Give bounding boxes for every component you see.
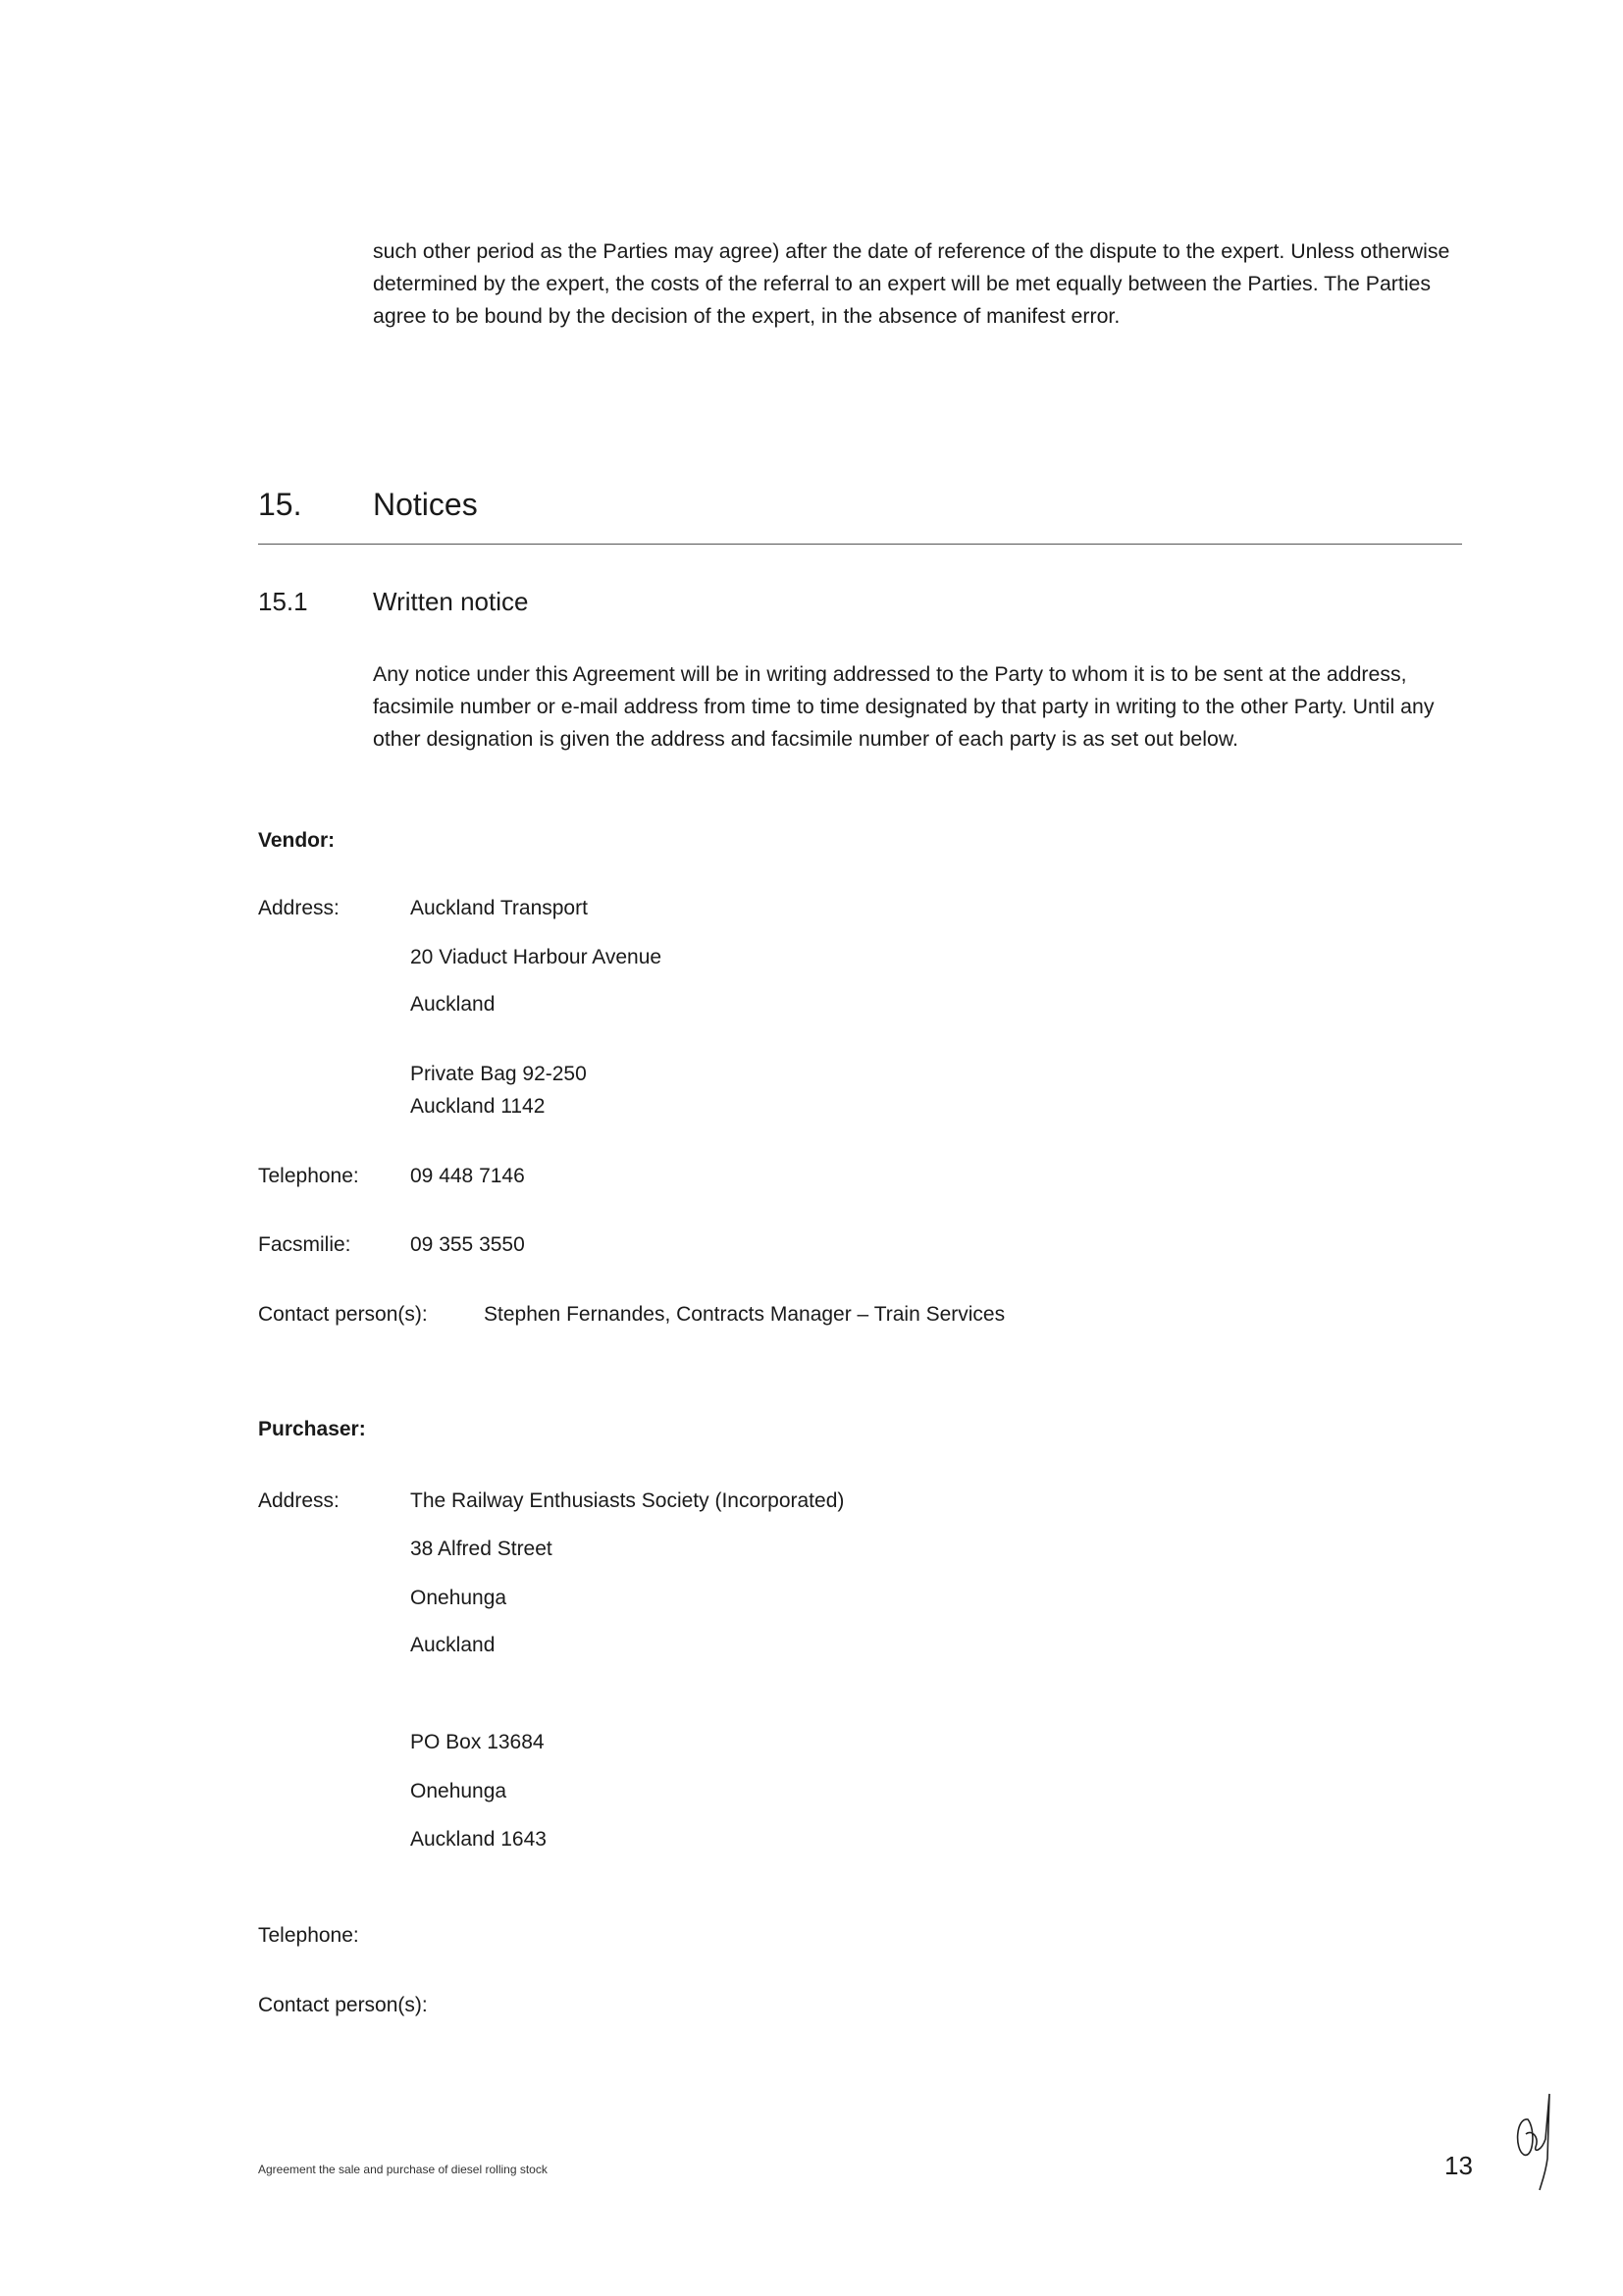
vendor-address-line: Private Bag 92-250 bbox=[410, 1063, 587, 1085]
footer-title: Agreement the sale and purchase of diesel rolling stock bbox=[258, 2163, 548, 2176]
vendor-telephone: 09 448 7146 bbox=[410, 1165, 525, 1187]
vendor-contact-label: Contact person(s): bbox=[258, 1303, 428, 1326]
purchaser-heading: Purchaser: bbox=[258, 1418, 366, 1440]
vendor-address-line: 20 Viaduct Harbour Avenue bbox=[410, 946, 662, 968]
section-title: Notices bbox=[373, 487, 478, 522]
purchaser-address-label: Address: bbox=[258, 1489, 340, 1512]
purchaser-address-line: PO Box 13684 bbox=[410, 1731, 545, 1753]
vendor-address-line: Auckland bbox=[410, 993, 496, 1016]
subsection-title: Written notice bbox=[373, 587, 529, 616]
purchaser-address-line: 38 Alfred Street bbox=[410, 1538, 552, 1560]
purchaser-address-line: Onehunga bbox=[410, 1780, 507, 1802]
vendor-telephone-label: Telephone: bbox=[258, 1165, 359, 1187]
purchaser-address-line: Auckland bbox=[410, 1634, 496, 1656]
notice-paragraph: Any notice under this Agreement will be in writing addressed to the Party to whom it is to be sent at the address, facsimile number or e-mail address from time to time designated by that party in writing to the other Party. Until any other designation is given the address and facsimile number of each party is as set out below. bbox=[373, 662, 1435, 751]
vendor-heading: Vendor: bbox=[258, 829, 336, 852]
continuation-paragraph: such other period as the Parties may agree) after the date of reference of the dispute to the expert. Unless otherwise determined by the expert, the costs of the referral to an expert will be met equally between the Parties. The Parties agree to be bound by the decision of the expert, in the absence of manifest error. bbox=[373, 239, 1450, 328]
vendor-address-label: Address: bbox=[258, 897, 340, 919]
vendor-address-line: Auckland Transport bbox=[410, 897, 588, 919]
vendor-fax-label: Facsmilie: bbox=[258, 1233, 351, 1256]
vendor-contact: Stephen Fernandes, Contracts Manager – Train Services bbox=[484, 1303, 1006, 1326]
section-divider bbox=[258, 544, 1462, 545]
purchaser-telephone-label: Telephone: bbox=[258, 1924, 359, 1947]
purchaser-address-line: Onehunga bbox=[410, 1587, 507, 1609]
subsection-number: 15.1 bbox=[258, 587, 308, 616]
section-number: 15. bbox=[258, 487, 302, 522]
vendor-address-line: Auckland 1142 bbox=[410, 1095, 546, 1118]
signature-initials-icon bbox=[1506, 2090, 1575, 2198]
purchaser-address-line: The Railway Enthusiasts Society (Incorporated) bbox=[410, 1489, 845, 1512]
vendor-fax: 09 355 3550 bbox=[410, 1233, 525, 1256]
purchaser-address-line: Auckland 1643 bbox=[410, 1828, 547, 1851]
purchaser-contact-label: Contact person(s): bbox=[258, 1994, 428, 2016]
page-number: 13 bbox=[1444, 2151, 1473, 2180]
